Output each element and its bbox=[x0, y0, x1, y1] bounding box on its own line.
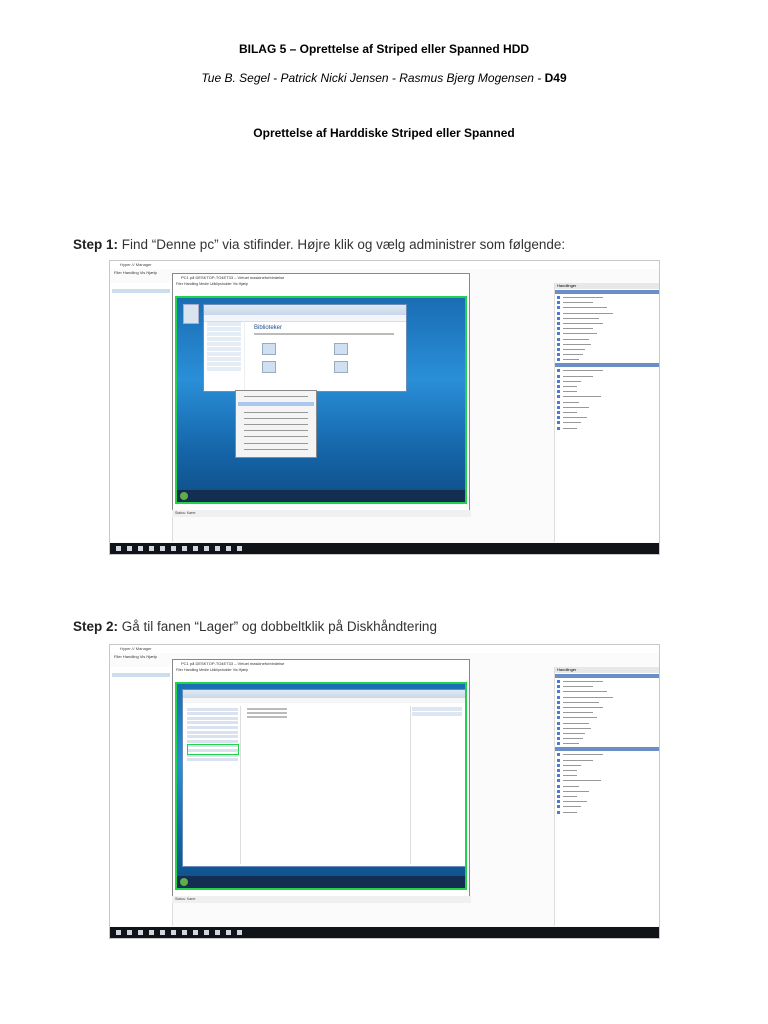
host-taskbar bbox=[110, 543, 659, 554]
hyperv-title: Hyper-V Manager bbox=[110, 261, 659, 269]
hyperv-menu: Filer Handling Vis Hjælp bbox=[114, 654, 157, 659]
folder-icon bbox=[262, 361, 276, 373]
vm-title: PC1 på DESKTOP-TO4ET33 – Virtuel maskineforbindelse bbox=[181, 275, 285, 280]
step-2 bbox=[73, 619, 437, 634]
disk-management-highlight[interactable] bbox=[187, 744, 239, 755]
context-menu[interactable] bbox=[235, 390, 317, 458]
screenshot-step-1 bbox=[109, 260, 660, 555]
authors-names: Tue B. Segel - Patrick Nicki Jensen - Rasmus Bjerg Mogensen - bbox=[201, 71, 545, 85]
vm-status: Status: Kører bbox=[172, 896, 471, 903]
start-orb-icon[interactable] bbox=[180, 492, 188, 500]
guest-taskbar bbox=[177, 490, 465, 502]
step-1-text: Find “Denne pc” via stifinder. Højre klik og vælg administrer som følgende: bbox=[118, 237, 566, 252]
vm-window-1[interactable] bbox=[172, 273, 470, 511]
actions-header: Handlinger bbox=[555, 667, 659, 673]
actions-header: Handlinger bbox=[555, 283, 659, 289]
group-id: D49 bbox=[544, 71, 567, 85]
host-taskbar bbox=[110, 927, 659, 938]
hyperv-tree bbox=[110, 667, 173, 926]
recycle-bin-icon bbox=[183, 304, 199, 324]
folder-icon bbox=[334, 343, 348, 355]
document-title: BILAG 5 – Oprettelse af Striped eller Spanned HDD bbox=[238, 42, 530, 56]
computer-management-window[interactable] bbox=[182, 689, 466, 867]
hyperv-menu: Filer Handling Vis Hjælp bbox=[114, 270, 157, 275]
guest-desktop bbox=[175, 296, 467, 504]
vm-menu: Filer Handling Medie Udklipsholder Vis Hjælp bbox=[176, 282, 249, 286]
hyperv-title: Hyper-V Manager bbox=[110, 645, 659, 653]
folder-icon bbox=[262, 343, 276, 355]
vm-title: PC1 på DESKTOP-TO4ET33 – Virtuel maskineforbindelse bbox=[181, 661, 285, 666]
actions-pane bbox=[554, 667, 659, 926]
management-tree[interactable] bbox=[185, 706, 241, 864]
step-2-label: Step 2: bbox=[73, 619, 119, 634]
context-menu-manage[interactable] bbox=[238, 402, 314, 406]
vm-window-2[interactable] bbox=[172, 659, 470, 897]
screenshot-step-2 bbox=[109, 644, 660, 939]
authors-line bbox=[0, 71, 768, 85]
folder-icon bbox=[334, 361, 348, 373]
document-subtitle: Oprettelse af Harddiske Striped eller Spanned bbox=[253, 126, 515, 140]
step-1-label: Step 1: bbox=[73, 237, 119, 252]
actions-pane bbox=[554, 283, 659, 542]
explorer-window[interactable] bbox=[203, 304, 407, 392]
guest-desktop bbox=[175, 682, 467, 890]
vm-menu: Filer Handling Medie Udklipsholder Vis Hjælp bbox=[176, 668, 249, 672]
hyperv-tree bbox=[110, 283, 173, 542]
guest-taskbar bbox=[177, 876, 465, 888]
libraries-title: Biblioteker bbox=[254, 325, 283, 331]
vm-status: Status: Kører bbox=[172, 510, 471, 517]
step-2-text: Gå til fanen “Lager” og dobbeltklik på Diskhåndtering bbox=[118, 619, 437, 634]
step-1 bbox=[73, 237, 565, 252]
start-orb-icon[interactable] bbox=[180, 878, 188, 886]
